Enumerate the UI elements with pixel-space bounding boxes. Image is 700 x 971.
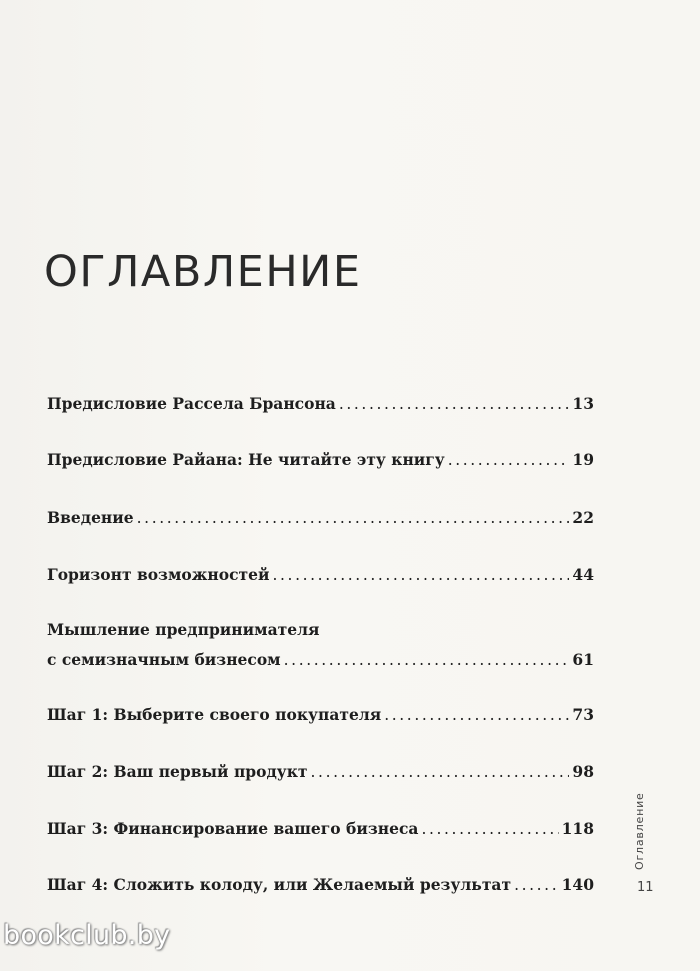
running-head: Оглавление	[633, 792, 646, 870]
toc-entry-title: Предисловие Рассела Брансона	[47, 394, 336, 413]
toc-entry	[47, 450, 594, 469]
toc-entry	[47, 705, 594, 724]
dot-leader	[284, 651, 570, 669]
toc-entry	[47, 620, 594, 669]
toc-entry-page: 73	[572, 705, 594, 724]
watermark: bookclub.by	[3, 920, 171, 951]
toc-entry	[47, 508, 594, 527]
toc-entry-title: Горизонт возможностей	[47, 565, 270, 584]
toc-entry-title: Предисловие Райана: Не читайте эту книгу	[47, 450, 445, 469]
toc-entry-page: 98	[572, 762, 594, 781]
dot-leader	[339, 395, 570, 413]
toc-entry-page: 44	[572, 565, 594, 584]
toc-entry	[47, 875, 594, 894]
page-number: 11	[637, 880, 654, 895]
toc-entry-title-line1: Мышление предпринимателя	[47, 620, 320, 639]
toc-entry-page: 13	[572, 394, 594, 413]
dot-leader	[514, 876, 559, 894]
toc-entry-page: 118	[561, 819, 594, 838]
toc-entry	[47, 819, 594, 838]
dot-leader	[311, 763, 570, 781]
toc-entry-title: с семизначным бизнесом	[47, 650, 281, 669]
toc-entry	[47, 762, 594, 781]
toc-entry-title: Шаг 2: Ваш первый продукт	[47, 762, 308, 781]
dot-leader	[384, 706, 569, 724]
dot-leader	[273, 566, 570, 584]
dot-leader	[137, 509, 570, 527]
toc-entry-title: Введение	[47, 508, 134, 527]
dot-leader	[448, 451, 570, 469]
toc-entry	[47, 394, 594, 413]
toc-entry-title: Шаг 4: Сложить колоду, или Желаемый результат	[47, 875, 512, 894]
toc-entry-page: 140	[561, 875, 594, 894]
page-title: ОГЛАВЛЕНИЕ	[44, 247, 362, 297]
toc-entry-title: Шаг 3: Финансирование вашего бизнеса	[47, 819, 419, 838]
toc-entry-page: 22	[572, 508, 594, 527]
dot-leader	[421, 820, 558, 838]
toc-entry-page: 19	[572, 450, 594, 469]
toc-entry	[47, 565, 594, 584]
toc-entry-title: Шаг 1: Выберите своего покупателя	[47, 705, 382, 724]
toc-entry-page: 61	[572, 650, 594, 669]
